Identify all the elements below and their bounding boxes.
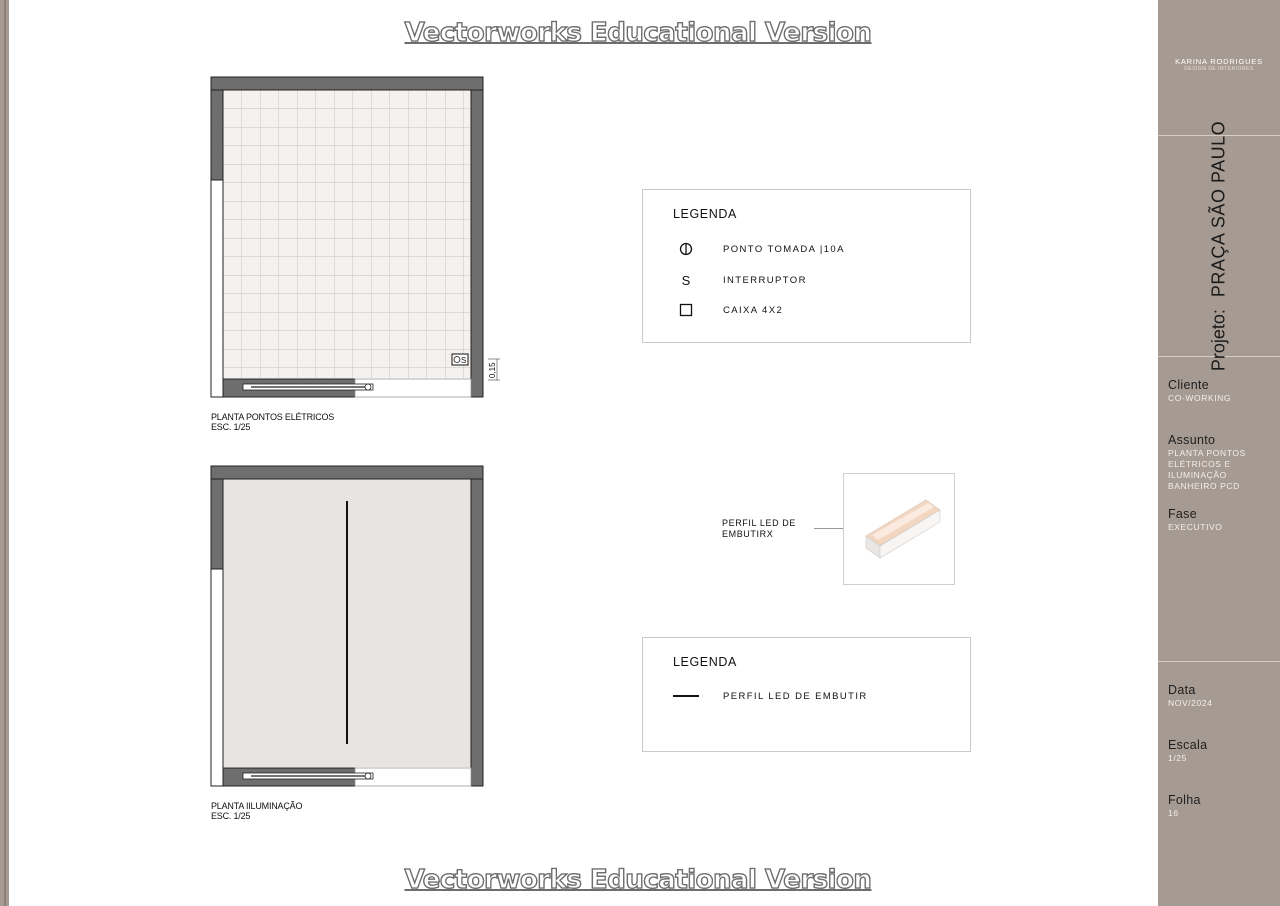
field-fase: Fase EXECUTIVO	[1168, 507, 1223, 532]
dimension-label: 0,15	[488, 362, 497, 378]
wall-top	[211, 77, 483, 90]
project-key: Projeto:	[1208, 309, 1229, 372]
legend-title: LEGENDA	[673, 655, 737, 669]
wall-left-upper	[211, 90, 223, 180]
svg-text:S: S	[461, 356, 467, 365]
switch-icon: S	[681, 272, 691, 288]
legend-item: S INTERRUPTOR	[673, 270, 807, 290]
wall-right	[471, 479, 483, 786]
wall-top	[211, 466, 483, 479]
legend-electrical	[642, 189, 971, 343]
brand-name: KARINA RODRIGUES	[1175, 57, 1263, 66]
legend-item: CAIXA 4X2	[673, 300, 783, 320]
box-icon	[673, 303, 699, 317]
wall-left-opening	[211, 180, 223, 397]
outlet-icon	[673, 242, 699, 256]
legend-item: PERFIL LED DE EMBUTIR	[673, 686, 868, 706]
project-value: PRAÇA SÃO PAULO	[1208, 120, 1229, 298]
plan-electrical-caption: PLANTA PONTOS ELÉTRICOS ESC. 1/25	[211, 412, 335, 432]
project-title	[1209, 121, 1230, 371]
legend-item: PONTO TOMADA |10A	[673, 239, 845, 259]
legend-lighting	[642, 637, 971, 752]
field-folha: Folha 16	[1168, 793, 1201, 818]
watermark-top: Vectorworks Educational Version	[404, 18, 872, 48]
wall-left-opening	[211, 569, 223, 786]
wall-right	[471, 90, 483, 397]
brand-subtitle: DESIGN DE INTERIORES	[1184, 66, 1254, 72]
field-cliente: Cliente CO-WORKING	[1168, 378, 1232, 403]
wall-left-upper	[211, 479, 223, 569]
led-callout-label: PERFIL LED DE EMBUTIRX	[722, 518, 796, 539]
plan-electrical	[208, 75, 508, 403]
left-border-strip	[0, 0, 9, 906]
led-profile-image	[843, 473, 955, 585]
field-escala: Escala 1/25	[1168, 738, 1208, 763]
led-callout-leader	[814, 528, 844, 529]
divider	[1158, 661, 1280, 662]
watermark-bottom: Vectorworks Educational Version	[404, 865, 872, 895]
field-assunto: Assunto PLANTA PONTOS ELÉTRICOS E ILUMINAÇÃO BANHEIRO PCD	[1168, 433, 1246, 491]
project-block	[1158, 120, 1280, 372]
tile-floor	[223, 90, 471, 378]
plan-lighting-caption: PLANTA IILUMINAÇÃO ESC. 1/25	[211, 801, 303, 821]
plan-lighting	[208, 464, 508, 792]
led-line-icon	[673, 694, 699, 698]
legend-title: LEGENDA	[673, 207, 737, 221]
field-data: Data NOV/2024	[1168, 683, 1213, 708]
